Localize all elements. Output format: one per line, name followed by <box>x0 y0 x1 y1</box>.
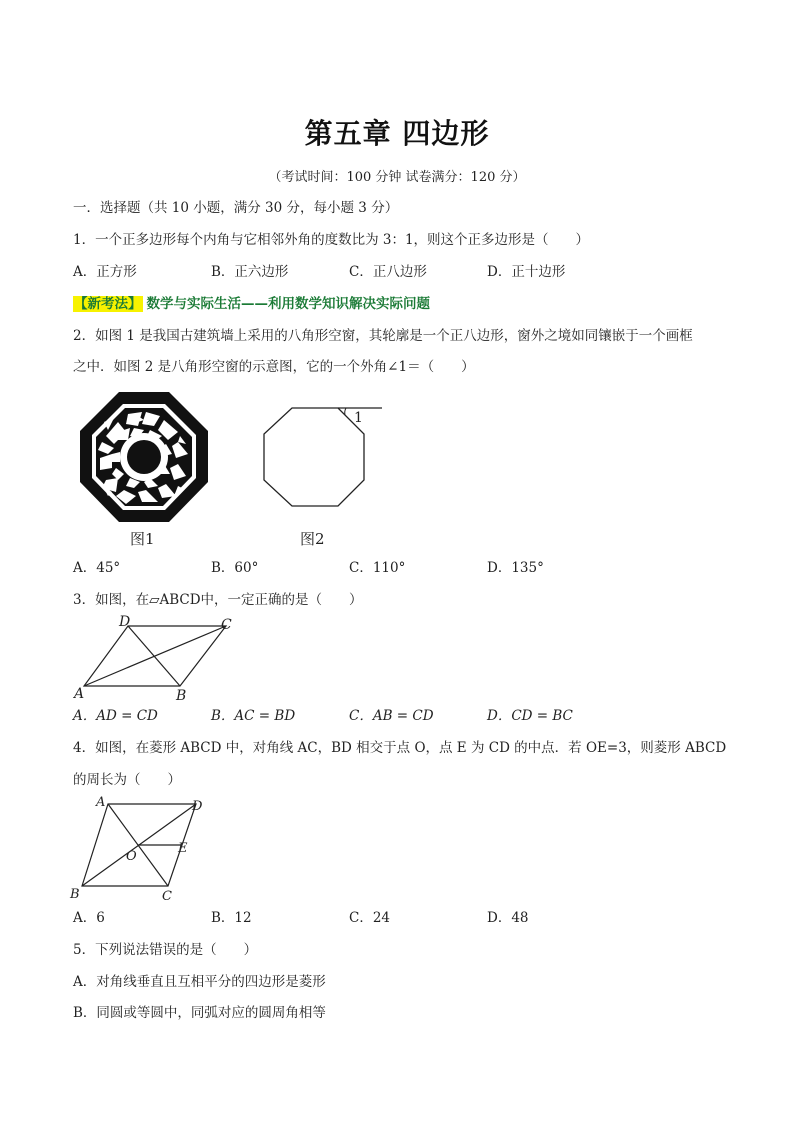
parallelogram-figure <box>70 612 240 702</box>
svg-text:B: B <box>176 688 187 702</box>
q1-option-c[interactable]: C．正八边形 <box>349 264 427 280</box>
q4-option-b[interactable]: B．12 <box>211 910 252 926</box>
new-method-tag <box>73 292 430 312</box>
section-heading: 一．选择题（共 10 小题，满分 30 分，每小题 3 分） <box>73 200 399 216</box>
question-1-stem: 1．一个正多边形每个内角与它相邻外角的度数比为 3：1，则这个正多边形是（ ） <box>73 232 590 248</box>
q4-option-d[interactable]: D．48 <box>487 910 529 926</box>
question-3-stem: 3．如图，在▱ABCD中，一定正确的是（ ） <box>73 592 363 608</box>
q2-option-c[interactable]: C．110° <box>349 560 406 576</box>
question-4-line-2: 的周长为（ ） <box>73 772 181 788</box>
q5-option-b[interactable]: B．同圆或等圆中，同弧对应的圆周角相等 <box>73 1005 326 1021</box>
svg-text:D: D <box>192 799 203 814</box>
svg-text:C: C <box>162 889 172 904</box>
q3-option-a[interactable]: A．AD = CD <box>73 708 158 724</box>
svg-text:D: D <box>119 614 131 630</box>
q2-option-b[interactable]: B．60° <box>211 560 259 576</box>
tag-text: 数学与实际生活——利用数学知识解决实际问题 <box>146 296 430 312</box>
question-2-line-2: 之中．如图 2 是八角形空窗的示意图，它的一个外角∠1＝（ ） <box>73 359 475 375</box>
q1-option-b[interactable]: B．正六边形 <box>211 264 289 280</box>
svg-text:B: B <box>70 887 80 902</box>
q3-option-b[interactable]: B．AC = BD <box>211 708 296 724</box>
octagon-window-figure <box>78 392 210 522</box>
rhombus-figure <box>66 792 216 904</box>
svg-text:E: E <box>178 841 188 856</box>
svg-text:A: A <box>96 795 106 810</box>
figure-2-caption: 图2 <box>300 530 325 548</box>
figure-1-caption: 图1 <box>130 530 155 548</box>
exam-info: （考试时间：100 分钟 试卷满分：120 分） <box>268 170 526 185</box>
q2-option-a[interactable]: A．45° <box>73 560 121 576</box>
q2-option-d[interactable]: D．135° <box>487 560 544 576</box>
svg-text:C: C <box>221 617 232 633</box>
q3-option-c[interactable]: C．AB = CD <box>349 708 434 724</box>
q1-option-a[interactable]: A．正方形 <box>73 264 137 280</box>
question-2-line-1: 2．如图 1 是我国古建筑墙上采用的八角形空窗，其轮廓是一个正八边形，窗外之境如同镶嵌于一个画框 <box>73 328 693 344</box>
question-5-stem: 5．下列说法错误的是（ ） <box>73 942 258 958</box>
question-4-line-1: 4．如图，在菱形 ABCD 中，对角线 AC，BD 相交于点 O，点 E 为 CD 的中点．若 OE=3，则菱形 ABCD <box>73 740 727 756</box>
svg-text:O: O <box>126 849 137 864</box>
angle-1-label: 1 <box>354 410 363 426</box>
q5-option-a[interactable]: A．对角线垂直且互相平分的四边形是菱形 <box>73 974 326 990</box>
page-title: 第五章 四边形 <box>304 117 490 150</box>
q1-option-d[interactable]: D．正十边形 <box>487 264 566 280</box>
octagon-diagram-figure <box>258 400 384 514</box>
svg-text:A: A <box>74 686 85 702</box>
tag-label: 【新考法】 <box>74 296 142 312</box>
q3-option-d[interactable]: D．CD = BC <box>487 708 573 724</box>
q4-option-a[interactable]: A．6 <box>73 910 105 926</box>
q4-option-c[interactable]: C．24 <box>349 910 391 926</box>
